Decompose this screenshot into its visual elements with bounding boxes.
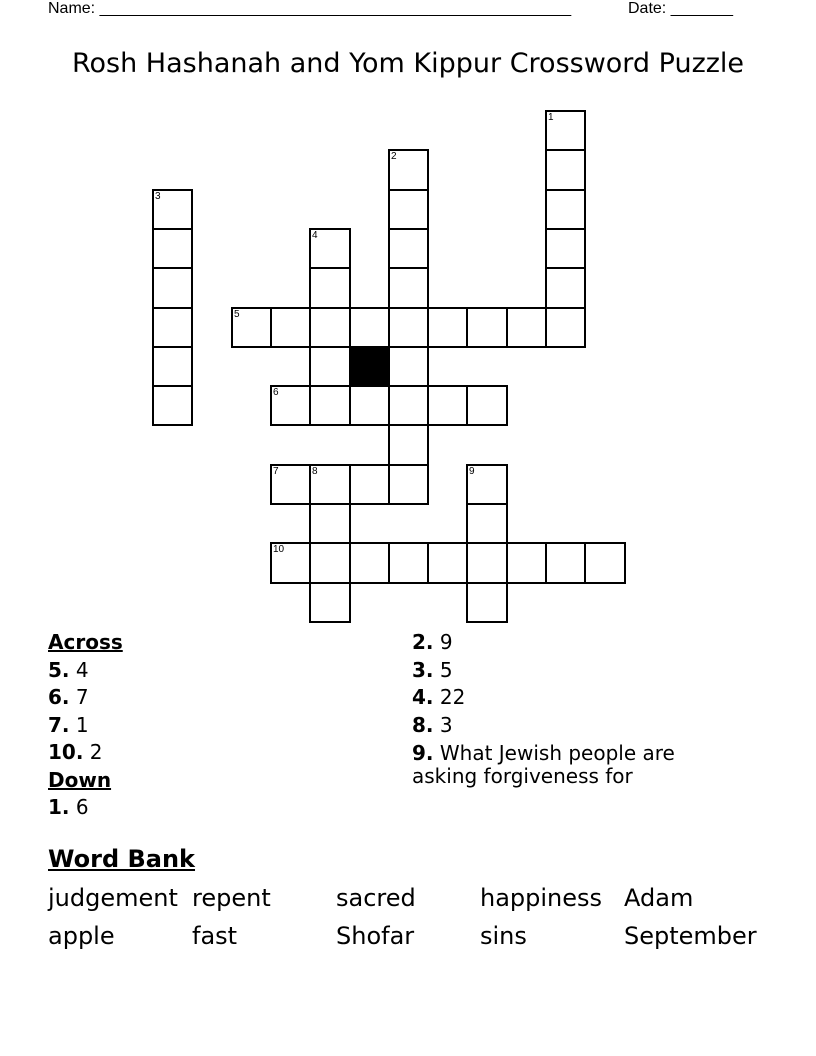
crossword-cell[interactable]: [545, 307, 586, 348]
clue-item: 3. 5: [412, 657, 453, 682]
clue-item: 4. 22: [412, 685, 466, 709]
clue-item: 9. What Jewish people are asking forgiveness for: [412, 741, 675, 788]
clue-item: 2. 9: [412, 630, 453, 654]
crossword-cell[interactable]: [152, 189, 193, 230]
cell-number: 8: [312, 466, 318, 477]
crossword-cell[interactable]: [388, 267, 429, 309]
crossword-cell[interactable]: [309, 228, 351, 269]
clue-item: 7. 1: [48, 712, 89, 737]
cell-number: 7: [273, 466, 279, 477]
crossword-cell[interactable]: [309, 346, 351, 387]
crossword-cell[interactable]: [270, 385, 311, 426]
crossword-cell[interactable]: [427, 385, 468, 426]
name-field[interactable]: Name: _____________________________________________________: [48, 0, 572, 17]
crossword-cell[interactable]: [270, 307, 311, 348]
crossword-cell[interactable]: [466, 582, 508, 623]
crossword-cell[interactable]: [545, 267, 586, 309]
crossword-cell[interactable]: [388, 307, 429, 348]
crossword-cell[interactable]: [349, 307, 390, 348]
clues-right: [412, 629, 712, 788]
crossword-cell[interactable]: [466, 464, 508, 505]
cell-number: 9: [469, 466, 475, 477]
clue-item: 1. 6: [48, 795, 89, 819]
crossword-cell[interactable]: [349, 542, 390, 584]
crossword-cell[interactable]: [466, 307, 508, 348]
black-square: [349, 346, 390, 387]
crossword-cell[interactable]: [388, 424, 429, 466]
word-bank-item: Adam: [624, 884, 694, 912]
page-title: Rosh Hashanah and Yom Kippur Crossword Puzzle: [71, 48, 745, 79]
crossword-cell[interactable]: [466, 385, 508, 426]
cell-number: 4: [312, 230, 318, 241]
cell-number: 6: [273, 387, 279, 398]
crossword-cell[interactable]: [388, 464, 429, 505]
word-bank-item: apple: [48, 922, 115, 950]
word-bank-item: repent: [192, 884, 271, 912]
crossword-cell[interactable]: [152, 267, 193, 309]
crossword-cell[interactable]: [152, 346, 193, 387]
crossword-cell[interactable]: [309, 307, 351, 348]
word-bank-title: Word Bank: [48, 845, 196, 873]
crossword-cell[interactable]: [388, 228, 429, 269]
crossword-cell[interactable]: [349, 385, 390, 426]
crossword-cell[interactable]: [584, 542, 626, 584]
crossword-cell[interactable]: [270, 542, 311, 584]
crossword-cell[interactable]: [270, 464, 311, 505]
crossword-cell[interactable]: [545, 228, 586, 269]
crossword-cell[interactable]: [506, 307, 547, 348]
crossword-cell[interactable]: [309, 385, 351, 426]
clue-item: 6. 7: [48, 685, 89, 709]
crossword-cell[interactable]: [388, 385, 429, 426]
down-heading: Down: [48, 767, 112, 792]
crossword-cell[interactable]: [309, 503, 351, 544]
word-bank-item: September: [624, 922, 757, 950]
clue-item: 5. 4: [48, 657, 89, 682]
crossword-cell[interactable]: [152, 385, 193, 426]
crossword-cell[interactable]: [545, 149, 586, 191]
crossword-cell[interactable]: [388, 346, 429, 387]
word-bank-item: fast: [192, 922, 238, 950]
cell-number: 3: [155, 191, 161, 202]
crossword-cell[interactable]: [349, 464, 390, 505]
word-bank-item: judgement: [48, 884, 178, 912]
crossword-cell[interactable]: [309, 464, 351, 505]
crossword-cell[interactable]: [427, 307, 468, 348]
crossword-cell[interactable]: [388, 149, 429, 191]
crossword-cell[interactable]: [545, 542, 586, 584]
crossword-cell[interactable]: [231, 307, 272, 348]
crossword-cell[interactable]: [466, 542, 508, 584]
crossword-cell[interactable]: [506, 542, 547, 584]
cell-number: 5: [234, 309, 240, 320]
crossword-cell[interactable]: [388, 542, 429, 584]
word-bank-item: happiness: [480, 884, 603, 912]
cell-number: 2: [391, 151, 397, 162]
cell-number: 1: [548, 112, 554, 123]
crossword-cell[interactable]: [152, 228, 193, 269]
cell-number: 10: [273, 544, 285, 555]
clue-item: 8. 3: [412, 712, 453, 737]
crossword-cell[interactable]: [427, 542, 468, 584]
clues-left: [48, 629, 123, 822]
crossword-cell[interactable]: [545, 110, 586, 151]
crossword-cell[interactable]: [309, 542, 351, 584]
across-heading: Across: [48, 630, 123, 654]
crossword-cell[interactable]: [152, 307, 193, 348]
date-field[interactable]: Date: _______: [628, 0, 733, 17]
word-bank-item: Shofar: [336, 922, 415, 950]
crossword-cell[interactable]: [388, 189, 429, 230]
word-bank-item: sins: [480, 922, 527, 950]
crossword-cell[interactable]: [466, 503, 508, 544]
word-bank-item: sacred: [336, 884, 416, 912]
crossword-cell[interactable]: [309, 267, 351, 309]
clue-item: 10. 2: [48, 740, 103, 764]
crossword-cell[interactable]: [545, 189, 586, 230]
crossword-cell[interactable]: [309, 582, 351, 623]
